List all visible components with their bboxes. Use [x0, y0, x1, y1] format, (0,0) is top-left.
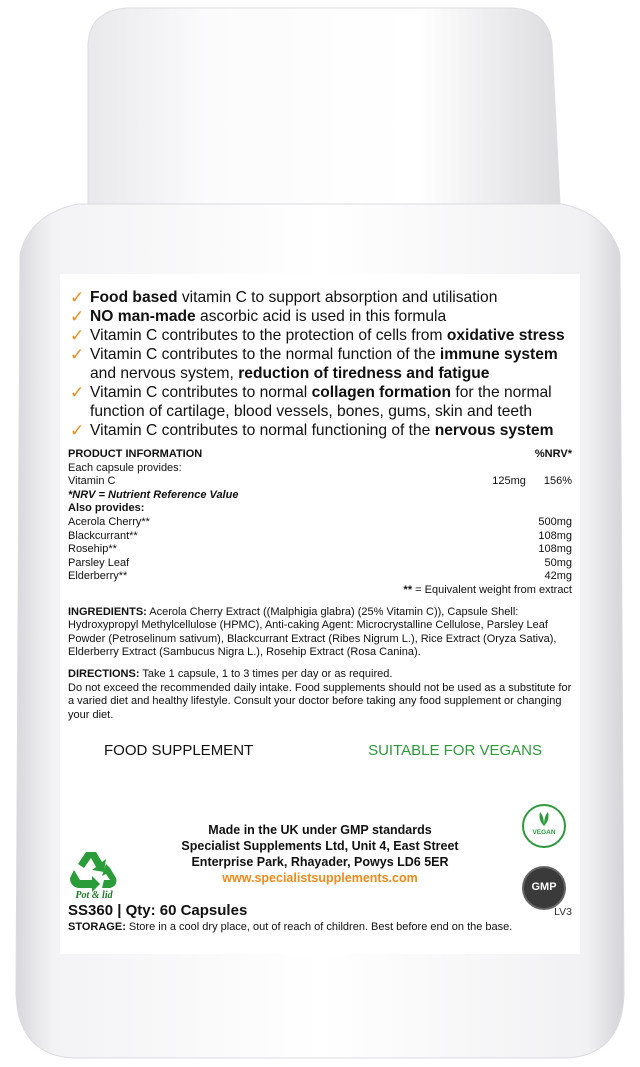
nrv-heading: %NRV* — [534, 448, 572, 460]
vegan-suitable-label: SUITABLE FOR VEGANS — [368, 742, 542, 760]
benefit-item: ✓ Vitamin C contributes to normal collagen formation for the normal function of cartilage, blood vessels, bones, gums, skin and teeth — [70, 383, 552, 420]
product-information — [68, 448, 572, 598]
food-supplement-label: FOOD SUPPLEMENT — [104, 742, 254, 760]
sku-quantity: SS360 | Qty: 60 Capsules — [68, 902, 248, 919]
product-label — [68, 288, 572, 933]
sku-row — [68, 902, 572, 919]
check-icon: ✓ — [70, 288, 85, 307]
certification-badges — [522, 804, 570, 910]
ingredient-row: Elderberry** 42mg — [68, 570, 572, 583]
website-url: www.specialistsupplements.com — [222, 871, 418, 885]
ingredient-row: Acerola Cherry** 500mg — [68, 515, 572, 528]
label-version: LV3 — [554, 906, 572, 918]
ingredient-row: Rosehip** 108mg — [68, 543, 572, 556]
manufacturer-info: Made in the UK under GMP standards Specialist Supplements Ltd, Unit 4, East Street Enterprise Park, Rhayader, Powys LD6 5ER www.specialistsupplements.com — [68, 822, 572, 886]
benefit-list — [68, 288, 572, 440]
check-icon: ✓ — [70, 383, 85, 402]
gmp-badge-icon: GMP — [522, 866, 566, 910]
banner — [68, 742, 572, 759]
each-capsule-text: Each capsule provides: — [68, 461, 182, 474]
ingredients-text: INGREDIENTS: Acerola Cherry Extract ((Malphigia glabra) (25% Vitamin C)), Capsule Shell: Hydroxypropyl Methylcellulose (HPMC), Anti-caking Agent: Microcrystalline Cellulose, Parsley Leaf Powder (Petroselinum sativum), Blackcurrant Extract (Ribes Nigrum L.), Rice Extract (Oryza Sativa), Elderberry Extract (Sambucus Nigra L.), Rosehip Extract (Rosa Canina). — [68, 605, 557, 659]
check-icon: ✓ — [70, 345, 85, 364]
benefit-item: ✓ Food based vitamin C to support absorption and utilisation — [70, 288, 498, 307]
check-icon: ✓ — [70, 326, 85, 345]
ingredient-row: Blackcurrant** 108mg — [68, 529, 572, 542]
vitamin-row: Vitamin C 125mg 156% — [68, 475, 572, 488]
storage-text: STORAGE: Store in a cool dry place, out of reach of children. Best before end on the base. — [68, 921, 513, 933]
benefit-item: ✓ Vitamin C contributes to the protection of cells from oxidative stress — [70, 326, 565, 345]
nrv-note: *NRV = Nutrient Reference Value — [68, 488, 239, 501]
check-icon: ✓ — [70, 307, 85, 326]
benefit-item: ✓ NO man-made ascorbic acid is used in this formula — [70, 307, 447, 326]
benefit-item: ✓ Vitamin C contributes to the normal function of the immune system and nervous system, reduction of tiredness and fatigue — [70, 345, 558, 382]
also-provides: Also provides: — [68, 502, 145, 515]
benefit-item: ✓ Vitamin C contributes to normal functioning of the nervous system — [70, 421, 554, 440]
directions-text: DIRECTIONS: Take 1 capsule, 1 to 3 times per day or as required. Do not exceed the recommended daily intake. Food supplements should not be used as a substitute for a varied diet and healthy lifestyle. Consult your doctor before taking any food supplement or changing your diet. — [68, 667, 572, 721]
vegan-badge-icon: VEGAN — [522, 804, 566, 848]
ingredient-row: Parsley Leaf 50mg — [68, 556, 572, 569]
check-icon: ✓ — [70, 421, 85, 440]
directions-warning: Do not exceed the recommended daily intake. Food supplements should not be used as a substitute for a varied diet and healthy lifestyle. Consult your doctor before taking any food supplement or changing your diet. — [68, 681, 572, 721]
product-info-heading: PRODUCT INFORMATION — [68, 448, 203, 460]
recycle-label: Pot & lid — [75, 890, 113, 901]
equivalent-note: ** = Equivalent weight from extract — [403, 583, 572, 596]
